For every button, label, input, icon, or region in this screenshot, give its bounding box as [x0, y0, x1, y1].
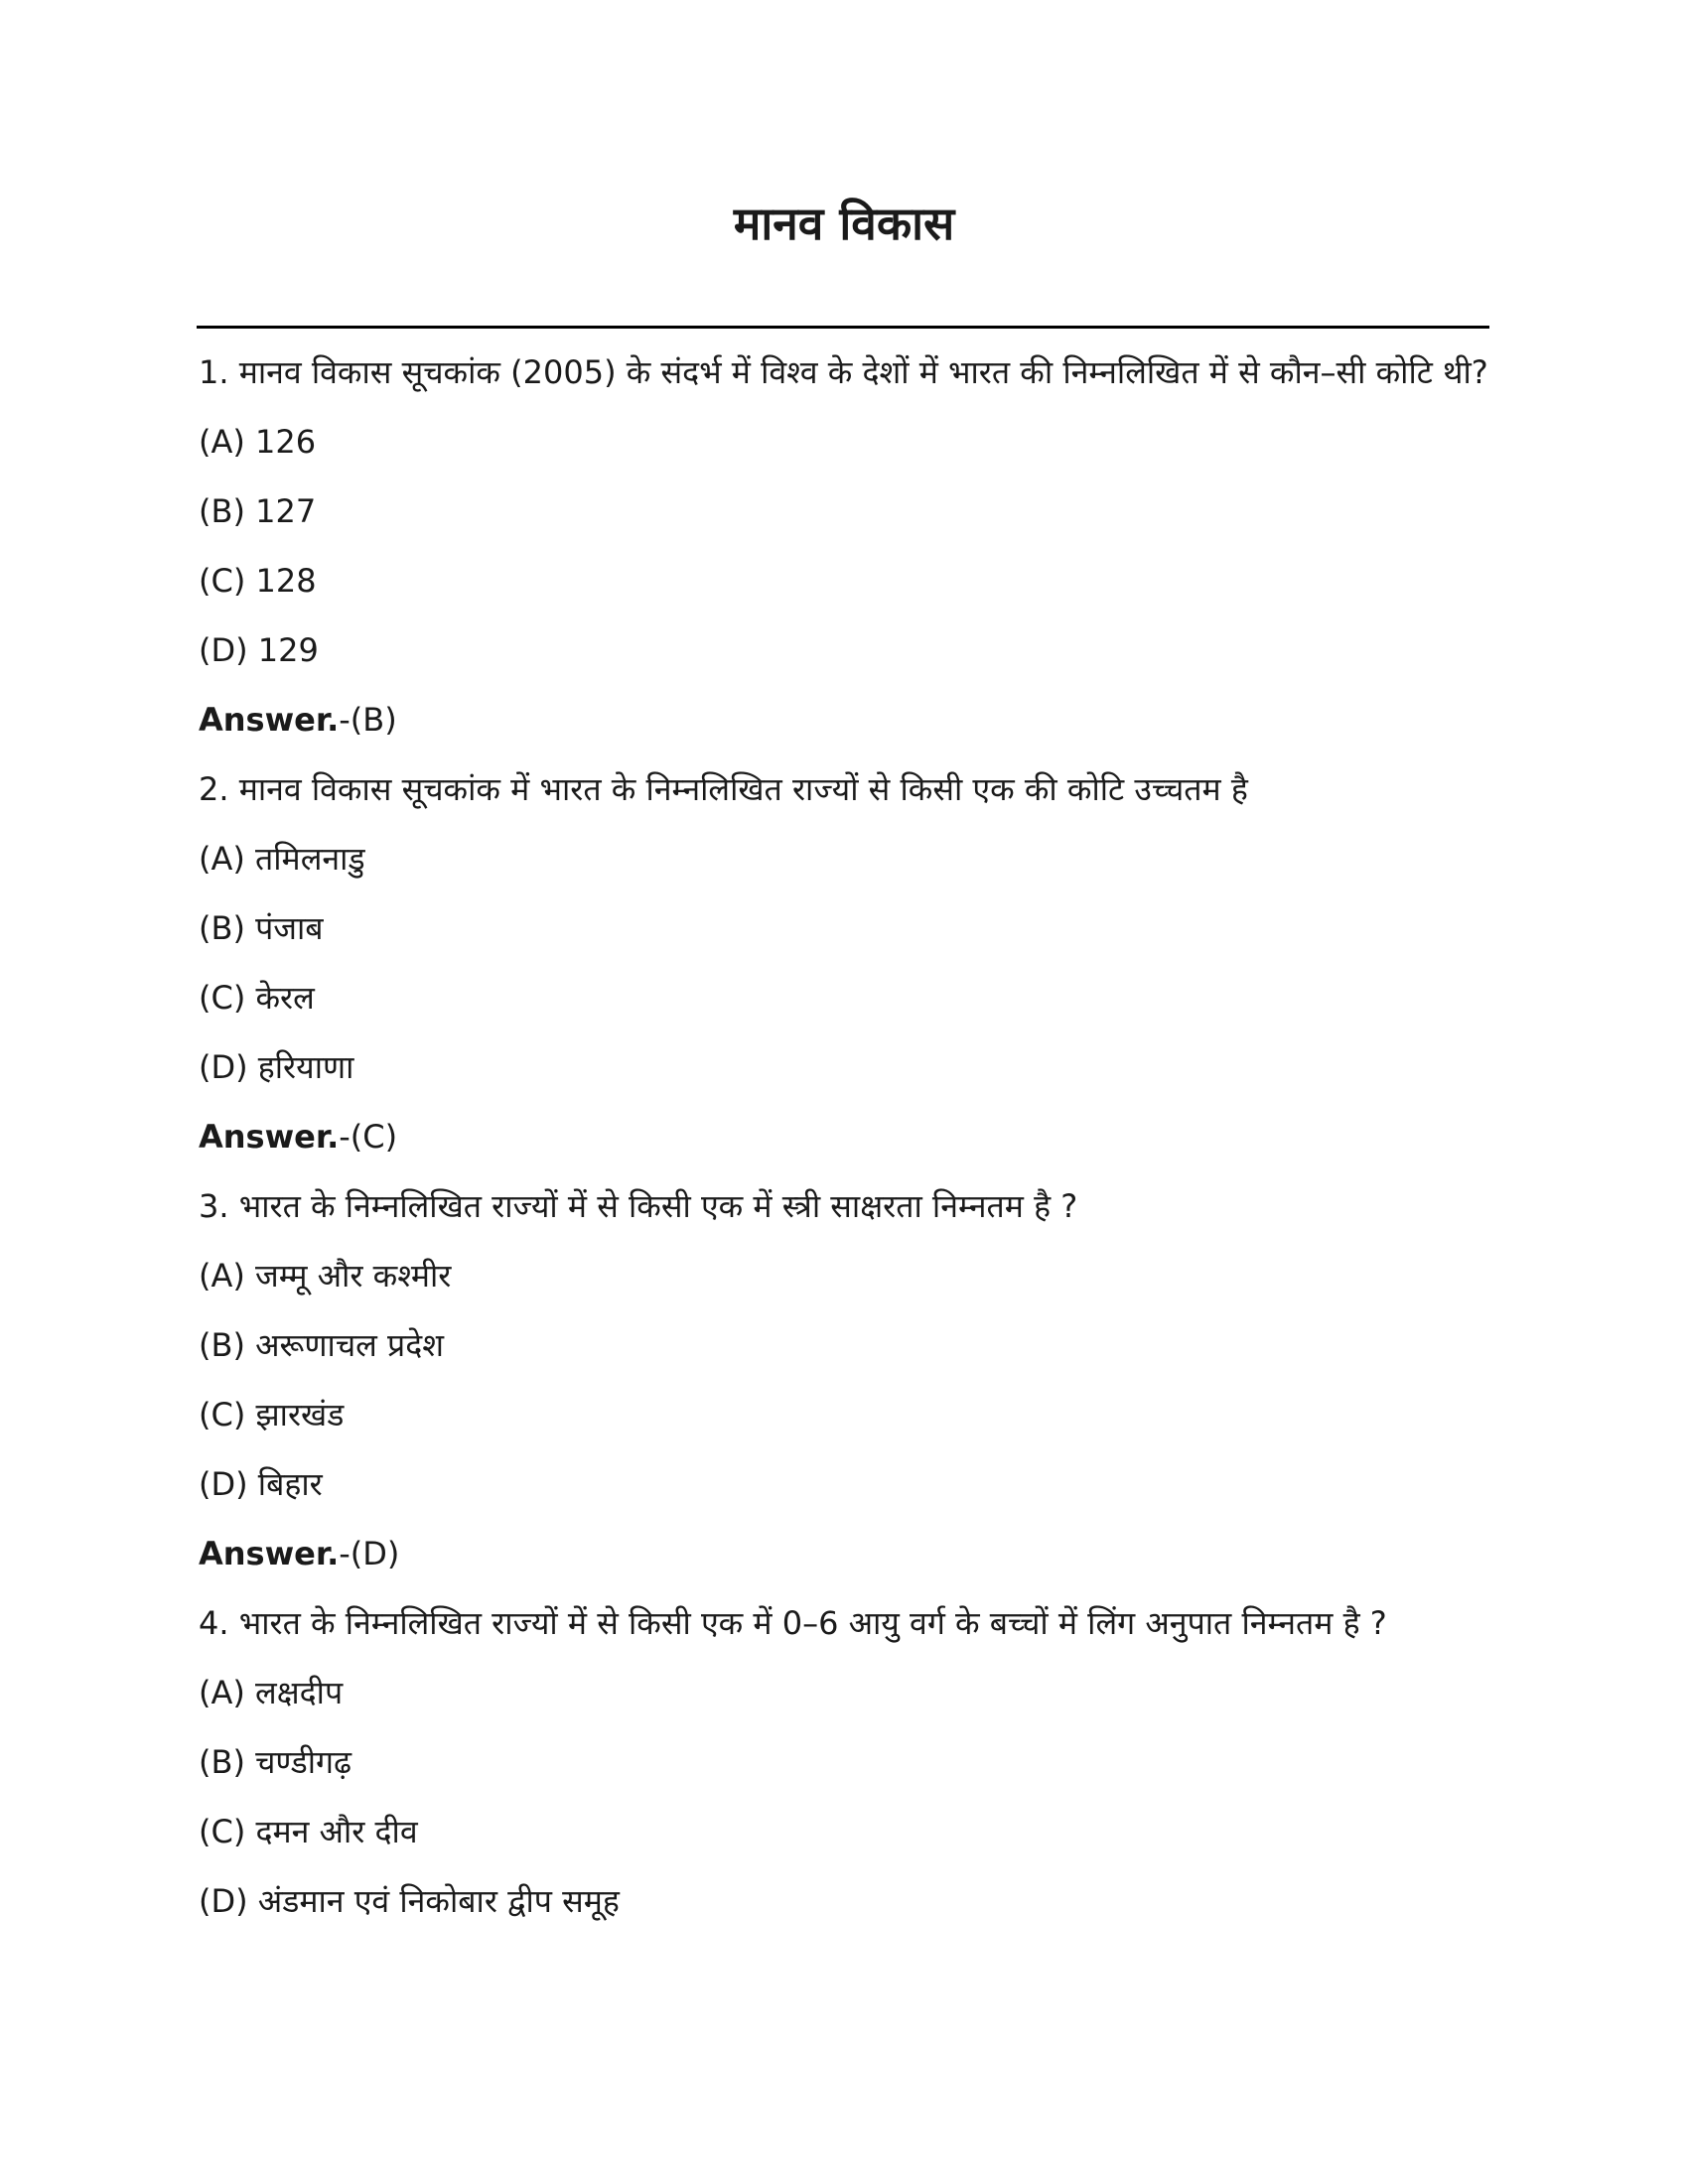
question-body: भारत के निम्नलिखित राज्यों में से किसी एक में स्त्री साक्षरता निम्नतम है ?	[238, 1187, 1078, 1225]
option-c: (C) दमन और दीव	[199, 1813, 418, 1850]
answer-label: Answer.	[199, 1535, 340, 1572]
question-text	[199, 1600, 1489, 1646]
question-text	[199, 1183, 1489, 1229]
question-4	[199, 1600, 1489, 1924]
option-d: (D) 129	[199, 631, 319, 669]
question-text	[199, 766, 1489, 812]
option-c: (C) झारखंड	[199, 1396, 345, 1433]
answer-value: -(B)	[339, 701, 397, 739]
title-divider	[197, 326, 1489, 329]
question-body: मानव विकास सूचकांक (2005) के संदर्भ में विश्व के देशों में भारत की निम्नलिखित में से कौन–सी कोटि थी?	[238, 353, 1488, 391]
option-a: (A) जम्मू और कश्मीर	[199, 1257, 452, 1295]
question-text	[199, 349, 1489, 395]
option-a: (A) 126	[199, 423, 317, 461]
question-1	[199, 349, 1489, 743]
answer-value: -(D)	[339, 1535, 400, 1572]
question-number: 4.	[199, 1604, 229, 1642]
option-a: (A) लक्षदीप	[199, 1674, 344, 1711]
answer-line	[199, 1531, 1489, 1576]
option-b: (B) चण्डीगढ़	[199, 1743, 352, 1781]
question-body: भारत के निम्नलिखित राज्यों में से किसी एक में 0–6 आयु वर्ग के बच्चों में लिंग अनुपात निम्नतम है ?	[238, 1604, 1387, 1642]
question-body: मानव विकास सूचकांक में भारत के निम्नलिखित राज्यों से किसी एक की कोटि उच्चतम है	[238, 770, 1248, 808]
answer-line	[199, 697, 1489, 743]
option-c: (C) केरल	[199, 979, 315, 1017]
question-number: 3.	[199, 1187, 229, 1225]
page-title: मानव विकास	[733, 197, 955, 250]
answer-line	[199, 1114, 1489, 1160]
answer-label: Answer.	[199, 1118, 340, 1156]
option-b: (B) 127	[199, 492, 317, 530]
question-number: 1.	[199, 353, 229, 391]
option-c: (C) 128	[199, 562, 317, 600]
answer-label: Answer.	[199, 701, 340, 739]
option-d: (D) अंडमान एवं निकोबार द्वीप समूह	[199, 1882, 620, 1920]
option-d: (D) बिहार	[199, 1465, 323, 1503]
question-3	[199, 1183, 1489, 1576]
option-a: (A) तमिलनाडु	[199, 840, 365, 878]
question-2	[199, 766, 1489, 1160]
option-b: (B) पंजाब	[199, 909, 324, 947]
option-d: (D) हरियाणा	[199, 1048, 354, 1086]
question-list	[199, 349, 1489, 1948]
answer-value: -(C)	[339, 1118, 398, 1156]
option-b: (B) अरूणाचल प्रदेश	[199, 1326, 444, 1364]
question-number: 2.	[199, 770, 229, 808]
